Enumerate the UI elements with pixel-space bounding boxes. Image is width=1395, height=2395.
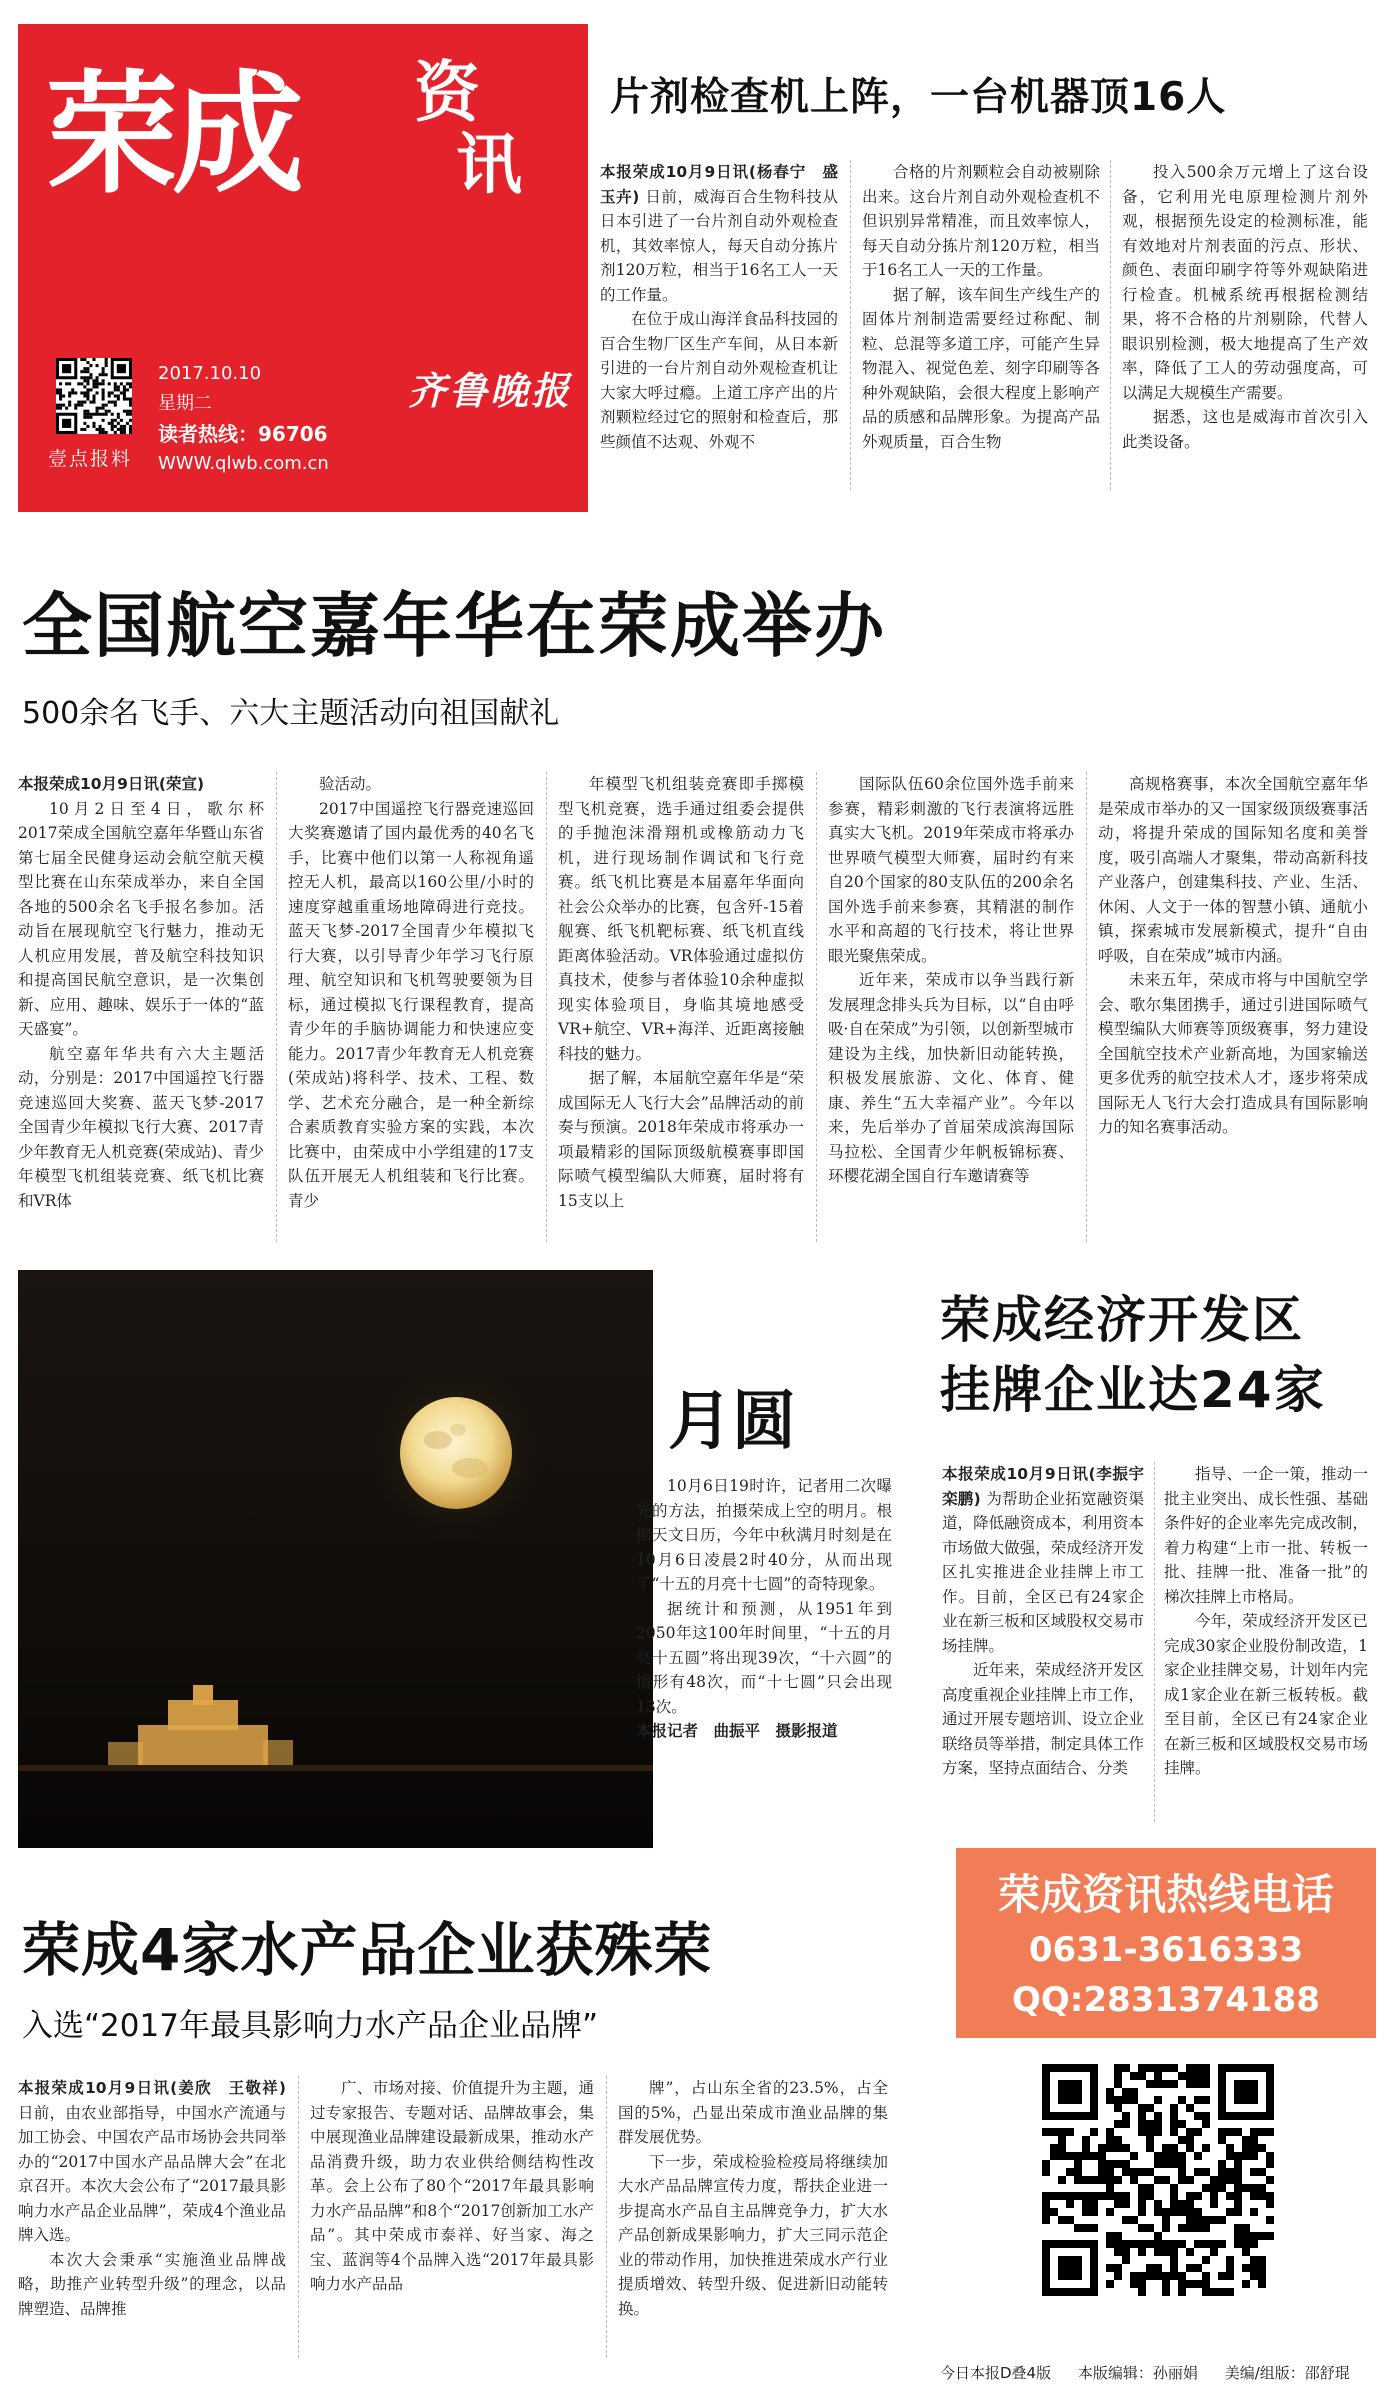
article-paragraph: 据悉，这也是威海市首次引入此类设备。 xyxy=(1122,408,1368,451)
story1-col-3 xyxy=(1122,160,1368,490)
hotline-title: 荣成资讯热线电话 xyxy=(997,1870,1334,1919)
article-paragraph: 据了解，该车间生产线生产的固体片剂制造需要经过称配、制粒、总混等多道工序，可能产生异物混入、视觉色差、刻字印刷等各种外观缺陷，会很大程度上影响产品的质感和品牌形象。为提高产品外观质量，百合生物 xyxy=(862,285,1100,451)
article-paragraph: 本报荣成10月9日讯(姜欣 王敬祥) 日前，由农业部指导，中国水产流通与加工协会、中国农产品市场协会共同举办的“2017中国水产品品牌大会”在北京召开。本次大会公布了“2017最具影响力水产品企业品牌”，荣成4个渔业品牌入选。 xyxy=(18,2079,286,2244)
logo-small-text-2: 讯 xyxy=(456,126,522,203)
story2-subheadline: 500余名飞手、六大主题活动向祖国献礼 xyxy=(22,696,560,731)
story2-headline: 全国航空嘉年华在荣成举办 xyxy=(22,585,886,667)
hotline-box xyxy=(956,1848,1376,2038)
article-paragraph: 国际队伍60余位国外选手前来参赛，精彩刺激的飞行表演将远胜真实大飞机。2019年荣成市将承办世界喷气模型大师赛，届时约有来自20个国家的80支队伍的200余名国外选手前来参赛，其精湛的制作水平和高超的飞行技术，将让世界眼光聚焦荣成。 xyxy=(828,775,1074,965)
footer-pages: 今日本报D叠4版 xyxy=(940,2364,1052,2382)
column-divider xyxy=(276,772,277,1242)
article-paragraph: 年模型飞机组装竞赛即手掷模型飞机竞赛，选手通过组委会提供的手抛泡沫滑翔机或橡筋动力飞机，进行现场制作调试和飞行竞赛。纸飞机比赛是本届嘉年华面向社会公众举办的比赛，包含歼-15着舰赛、纸飞机靶标赛、纸飞机直线距离体验活动。VR体验通过虚拟仿真技术，使参与者体验10余种虚拟现实体验项目，身临其境地感受VR+航空、VR+海洋、近距离接触科技的魅力。 xyxy=(558,775,804,1063)
story4-headline xyxy=(940,1285,1326,1425)
column-divider xyxy=(816,772,817,1242)
article-paragraph: 本报荣成10月9日讯(杨春宁 盛玉卉) 日前，威海百合生物科技从日本引进了一台片剂自动外观检查机，其效率惊人，每天自动分拣片剂120万粒，相当于16名工人一天的工作量。 xyxy=(600,163,838,304)
article-paragraph xyxy=(18,772,264,797)
story2-col-1 xyxy=(18,772,280,1242)
article-paragraph: 验活动。 xyxy=(319,775,382,793)
article-paragraph: 本报荣成10月9日讯(李振宇 栾鹏) 为帮助企业拓宽融资渠道，降低融资成本，利用资本市场做大做强，荣成经济开发区扎实推进企业挂牌上市工作。目前，全区已有24家企业在新三板和区域股权交易市场挂牌。 xyxy=(942,1465,1160,1655)
article-paragraph: 2017中国遥控飞行器竞速巡回大奖赛邀请了国内最优秀的40名飞手，比赛中他们以第一人称视角遥控无人机，最高以160公里/小时的速度穿越重重场地障碍进行竞技。蓝天飞梦-2017全国青少年模拟飞行大赛，以引导青少年学习飞行原理、航空知识和飞机驾驶要领为目标，通过模拟飞行课程教育，提高青少年的手脑协调能力和快速应变能力。2017青少年教育无人机竞赛(荣成站)将科学、技术、工程、数学、艺术充分融合，是一种全新综合素质教育实验方案的实践，本次比赛中，由荣成中小学组建的17支队伍开展无人机组装和飞行比赛。青少 xyxy=(288,799,534,1210)
article-paragraph: 今年，荣成经济开发区已完成30家企业股份制改造，1家企业挂牌交易，计划年内完成1家企业在新三板转板。截至目前，全区已有24家企业在新三板和区域股权交易市场挂牌。 xyxy=(1164,1612,1368,1777)
story3-title: 月圆 xyxy=(668,1385,796,1459)
masthead-info xyxy=(158,359,329,479)
qr-code-icon[interactable] xyxy=(56,358,132,434)
story1-col-2 xyxy=(862,160,1100,490)
article-paragraph: 投入500余万元增上了这台设备，它利用光电原理检测片剂外观，根据预先设定的检测标准，能有效地对片剂表面的污点、形状、颜色、表面印刷字符等外观缺陷进行检查。机械系统再根据检测结果，将不合格的片剂剔除，代替人眼识别检测，极大地提高了生产效率，降低了工人的劳动强度高，可以满足大规模生产需要。 xyxy=(1122,163,1368,402)
article-paragraph: 近年来，荣成市以争当践行新发展理念排头兵为目标，以“自由呼吸·自在荣成”为引领，以创新型城市建设为主线，加快新旧动能转换，积极发展旅游、文化、体育、健康、养生“五大幸福产业”。今年以来，先后举办了首届荣成滨海国际马拉松、全国青少年帆板锦标赛、环樱花湖全国自行车邀请赛等 xyxy=(828,971,1074,1185)
story3-paragraph: 据统计和预测，从1951年到2050年这100年时间里，“十五的月亮十五圆”将出现39次，“十六圆”的情形有48次，而“十七圆”只会出现13次。 xyxy=(636,1599,892,1716)
dateline: 本报荣成10月9日讯(李振宇 栾鹏) xyxy=(942,1465,1160,1508)
story3-photo-credit: 本报记者 曲振平 摄影报道 xyxy=(636,1722,838,1740)
reader-hotline: 读者热线：96706 xyxy=(158,422,328,446)
article-paragraph: 据了解，本届航空嘉年华是“荣成国际无人飞行大会”品牌活动的前奏与预演。2018年荣成市将承办一项最精彩的国际顶级航模赛事即国际喷气模型编队大师赛，届时将有15支以上 xyxy=(558,1069,804,1210)
story4-col-2 xyxy=(1164,1462,1368,1822)
column-divider xyxy=(850,160,851,490)
article-paragraph: 高规格赛事，本次全国航空嘉年华是荣成市举办的又一国家级顶级赛事活动，将提升荣成的国际知名度和美誉度，吸引高端人才聚集，带动高新科技产业落户，创建集科技、产业、生活、休闲、人文于一体的智慧小镇、通航小镇，探索城市发展新模式，提升“自由呼吸，自在荣成”城市内涵。 xyxy=(1098,775,1368,965)
article-paragraph: 在位于成山海洋食品科技园的百合生物厂区生产车间，从日本新引进的一台片剂自动外观检查机让大家大呼过瘾。上道工序产出的片剂颗粒经过它的照射和检查后，那些颜值不达观、外观不 xyxy=(600,310,838,451)
footer-editor: 本版编辑：孙丽娟 xyxy=(1077,2364,1198,2382)
article-paragraph: 10月2日至4日，歌尔杯 2017荣成全国航空嘉年华暨山东省第七届全民健身运动会航空航天模型比赛在山东荣成举办，来自全国各地的500余名飞手报名参加。活动旨在展现航空飞行魅力，推动无人机应用发展，普及航空科技知识和提高国民航空意识，是一次集创新、应用、趣味、娱乐于一体的“蓝天盛宴”。 xyxy=(18,799,280,1038)
story5-col-2 xyxy=(310,2076,594,2358)
dateline: 本报荣成10月9日讯(荣宣) xyxy=(18,775,205,793)
story5-col-1 xyxy=(18,2076,286,2358)
hotline-qq[interactable]: QQ:2831374188 xyxy=(1012,1980,1320,2020)
qr-code-icon[interactable] xyxy=(1042,2064,1274,2296)
article-paragraph: 合格的片剂颗粒会自动被剔除出来。这台片剂自动外观检查机不但识别异常精准，而且效率惊人，每天自动分拣片剂120万粒，相当于16名工人一天的工作量。 xyxy=(862,163,1100,279)
masthead-logo xyxy=(46,50,566,250)
article-paragraph: 下一步，荣成检验检疫局将继续加大水产品品牌宣传力度，帮扶企业进一步提高水产品自主品牌竞争力，扩大水产品创新成果影响力，扩大三同示范企业的带动作用，加快推进荣成水产行业提质增效、转型升级、促进新旧动能转换。 xyxy=(618,2152,888,2318)
masthead xyxy=(18,24,588,512)
article-paragraph: 广、市场对接、价值提升为主题，通过专家报告、专题对话、品牌故事会，集中展现渔业品牌建设最新成果，推动水产品消费升级，助力农业供给侧结构性改革。会上公布了80个“2017年最具影响力水产品品牌”和8个“2017创新加工水产品”。其中荣成市泰祥、好当家、海之宝、蓝润等4个品牌入选“2017年最具影响力水产品品 xyxy=(310,2079,594,2293)
column-divider xyxy=(298,2076,299,2358)
qr-label: 壹点报料 xyxy=(48,448,133,470)
article-paragraph: 本次大会秉承“实施渔业品牌战略，助推产业转型升级”的理念，以品牌塑造、品牌推 xyxy=(18,2250,286,2318)
article-paragraph: 近年来，荣成经济开发区高度重视企业挂牌上市工作，通过开展专题培训、设立企业联络员等举措，制定具体工作方案，坚持点面结合、分类 xyxy=(942,1661,1144,1777)
column-divider xyxy=(1110,160,1111,490)
story5-headline: 荣成4家水产品企业获殊荣 xyxy=(22,1916,713,1984)
column-divider xyxy=(606,2076,607,2358)
column-divider xyxy=(1086,772,1087,1242)
story3-paragraph: 10月6日19时许，记者用二次曝光的方法，拍摄荣成上空的明月。根据天文日历，今年中秋满月时刻是在10月6日凌晨2时40分，从而出现了“十五的月亮十七圆”的奇特现象。 xyxy=(636,1477,892,1593)
article-paragraph: 航空嘉年华共有六大主题活动，分别是：2017中国遥控飞行器竞速巡回大奖赛、蓝天飞梦-2017全国青少年模拟飞行大赛、2017青少年教育无人机竞赛(荣成站)、青少年模型飞机组装竞赛、纸飞机比赛和VR体 xyxy=(18,1044,264,1210)
dateline: 本报荣成10月9日讯(姜欣 王敬祥) xyxy=(18,2079,286,2097)
story3-body xyxy=(636,1474,892,1824)
story2-col-3 xyxy=(558,772,804,1242)
issue-date: 2017.10.10 xyxy=(158,363,262,384)
footer xyxy=(940,2362,1372,2383)
column-divider xyxy=(546,772,547,1242)
newspaper-brand: 齐鲁晚报 xyxy=(408,368,573,413)
logo-main-text: 荣成 xyxy=(46,58,298,212)
moon-photo xyxy=(18,1270,653,1848)
story1-headline: 片剂检查机上阵，一台机器顶16人 xyxy=(610,75,1227,120)
moon-shape xyxy=(400,1397,512,1509)
story4-headline-line-1: 荣成经济开发区 xyxy=(940,1291,1304,1349)
website[interactable]: WWW.qlwb.com.cn xyxy=(158,453,329,474)
article-paragraph: 指导、一企一策，推动一批主业突出、成长性强、基础条件好的企业率先完成改制，着力构建“上市一批、转板一批、挂牌一批、准备一批”的梯次挂牌上市格局。 xyxy=(1164,1465,1368,1606)
story5-subheadline: 入选“2017年最具影响力水产品企业品牌” xyxy=(22,2008,599,2044)
story2-col-5 xyxy=(1098,772,1368,1242)
logo-small-text-1: 资 xyxy=(414,54,480,131)
story2-col-4 xyxy=(828,772,1074,1242)
story5-col-3 xyxy=(618,2076,888,2358)
story4-col-1 xyxy=(942,1462,1160,1822)
article-paragraph: 未来五年，荣成市将与中国航空学会、歌尔集团携手，通过引进国际喷气模型编队大师赛等顶级赛事，努力建设全国航空技术产业新高地，为国家输送更多优秀的航空技术人才，逐步将荣成国际无人飞行大会打造成具有国际影响力的知名赛事活动。 xyxy=(1098,971,1368,1136)
story2-col-2 xyxy=(288,772,534,1242)
moon-night-image xyxy=(18,1270,653,1848)
story4-headline-line-2: 挂牌企业达24家 xyxy=(940,1361,1326,1419)
article-paragraph: 牌”，占山东全省的23.5%，占全国的5%，凸显出荣成市渔业品牌的集群发展优势。 xyxy=(618,2079,888,2146)
dateline: 本报荣成10月9日讯(杨春宁 盛玉卉) xyxy=(600,163,838,206)
footer-design: 美编/组版：邵舒琨 xyxy=(1224,2364,1350,2382)
issue-weekday: 星期二 xyxy=(158,393,212,414)
story1-col-1 xyxy=(600,160,838,490)
column-divider xyxy=(1154,1462,1155,1822)
hotline-phone[interactable]: 0631-3616333 xyxy=(1028,1930,1304,1970)
